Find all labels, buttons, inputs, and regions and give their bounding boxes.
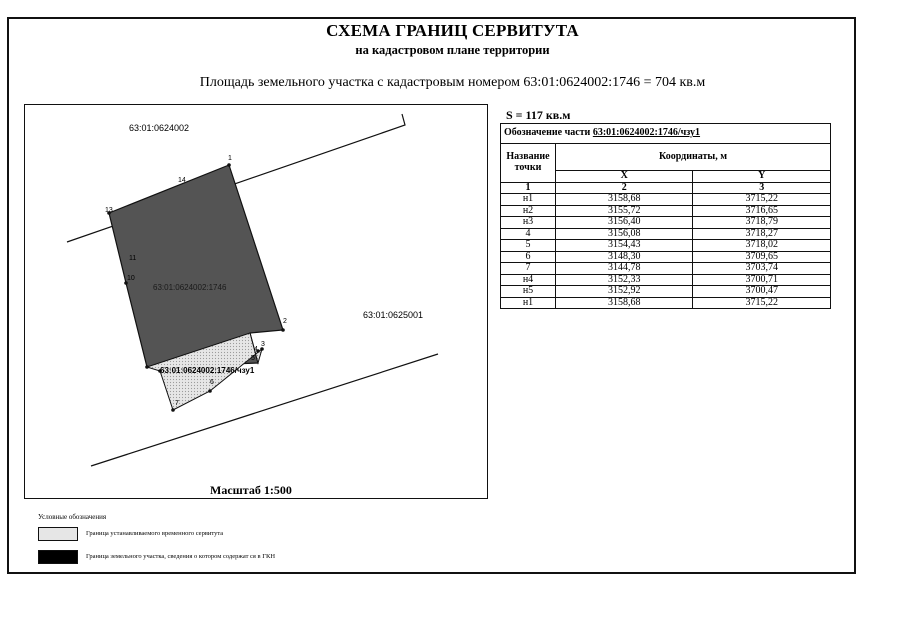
part-id: 63:01:0624002:1746/чзу1	[592, 127, 701, 138]
table-header-row	[501, 143, 831, 171]
document-subtitle: на кадастровом плане территории	[355, 43, 550, 57]
cell-name: н1	[501, 297, 556, 309]
col-header-x: X	[556, 171, 693, 183]
table-row	[501, 286, 831, 298]
col-number: 3	[693, 182, 831, 194]
legend-swatch-servitude	[38, 527, 78, 541]
block-label-right: 63:01:0625001	[363, 310, 424, 320]
parcel-area-line: Площадь земельного участка с кадастровым номером 63:01:0624002:1746 = 704 кв.м	[199, 75, 706, 90]
cell-y: 3716,65	[693, 205, 831, 217]
part-label: Обозначение части	[504, 127, 591, 138]
cell-name: н4	[501, 274, 556, 286]
cell-name: н1	[501, 194, 556, 206]
table-row	[501, 228, 831, 240]
table-part-row	[501, 124, 831, 144]
table-number-row	[501, 182, 831, 194]
document-title: СХЕМА ГРАНИЦ СЕРВИТУТА	[326, 21, 579, 40]
cell-x: 3152,92	[556, 286, 693, 298]
cell-y: 3700,47	[693, 286, 831, 298]
cell-name: н2	[501, 205, 556, 217]
point-label-11: 11	[129, 255, 137, 262]
point-label-7: 7	[175, 400, 179, 407]
table-row	[501, 240, 831, 252]
point-label-3: 3	[261, 341, 265, 348]
table-row	[501, 274, 831, 286]
map-drawing	[25, 105, 489, 500]
cell-x: 3156,08	[556, 228, 693, 240]
cell-x: 3158,68	[556, 297, 693, 309]
table-row	[501, 263, 831, 275]
table-row	[501, 205, 831, 217]
table-row	[501, 194, 831, 206]
legend-title: Условные обозначения	[38, 513, 107, 521]
cell-name: 6	[501, 251, 556, 263]
point-label-5: 5	[251, 355, 255, 362]
table-row	[501, 297, 831, 309]
cell-x: 3148,30	[556, 251, 693, 263]
point-label-6: 6	[210, 379, 214, 386]
cell-x: 3156,40	[556, 217, 693, 229]
legend-text: Граница земельного участка, сведения о котором содержат ся в ГКН	[86, 553, 276, 560]
cell-y: 3718,79	[693, 217, 831, 229]
servitude-label: 63:01:0624002:1746/чзу1	[160, 366, 255, 375]
coordinates-body	[501, 194, 831, 309]
point-label-4: 4	[254, 346, 258, 353]
lower-road-line	[91, 354, 438, 466]
cell-y: 3718,02	[693, 240, 831, 252]
cell-y: 3709,65	[693, 251, 831, 263]
cell-y: 3715,22	[693, 297, 831, 309]
parcel-polygon	[109, 165, 283, 367]
point-label-1: 1	[228, 155, 232, 162]
cell-name: н3	[501, 217, 556, 229]
cell-name: 7	[501, 263, 556, 275]
cell-name: 4	[501, 228, 556, 240]
cell-y: 3718,27	[693, 228, 831, 240]
point-label-14: 14	[178, 177, 186, 184]
cell-y: 3715,22	[693, 194, 831, 206]
col-header-y: Y	[693, 171, 831, 183]
cell-x: 3154,43	[556, 240, 693, 252]
parcel-label: 63:01:0624002:1746	[153, 283, 227, 292]
legend-text: Граница устанавливаемого временного сервитута	[86, 530, 224, 537]
block-label-top: 63:01:0624002	[129, 123, 190, 133]
cell-x: 3144,78	[556, 263, 693, 275]
col-number: 2	[556, 182, 693, 194]
cell-x: 3155,72	[556, 205, 693, 217]
point-label-2: 2	[283, 318, 287, 325]
cell-y: 3703,74	[693, 263, 831, 275]
legend-swatch-parcel	[38, 550, 78, 564]
point-label-10: 10	[127, 275, 135, 282]
point-label-13: 13	[105, 207, 113, 214]
col-header-name: Название точки	[501, 143, 556, 182]
cell-y: 3700,71	[693, 274, 831, 286]
col-header-coords: Координаты, м	[556, 143, 831, 171]
cell-name: н5	[501, 286, 556, 298]
cell-name: 5	[501, 240, 556, 252]
cadastral-map	[24, 104, 488, 499]
cell-x: 3158,68	[556, 194, 693, 206]
servitude-area-label: S = 117 кв.м	[506, 108, 571, 122]
coordinates-table	[500, 123, 831, 309]
map-scale-label: Масштаб 1:500	[210, 483, 292, 497]
col-number: 1	[501, 182, 556, 194]
table-row	[501, 251, 831, 263]
table-row	[501, 217, 831, 229]
cell-x: 3152,33	[556, 274, 693, 286]
